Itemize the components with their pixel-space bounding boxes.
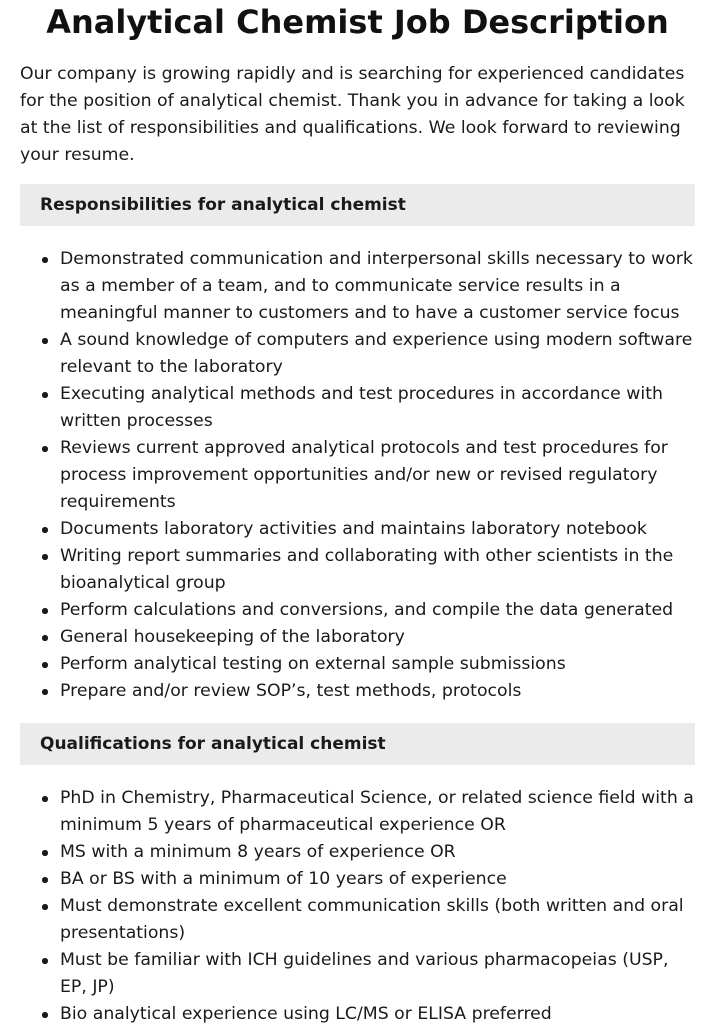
list-item: A sound knowledge of computers and experience using modern software relevant to the laboratory [60,327,695,381]
list-item: Documents laboratory activities and maintains laboratory notebook [60,516,695,543]
list-item: Perform calculations and conversions, and compile the data generated [60,597,695,624]
page-title: Analytical Chemist Job Description [46,3,669,41]
intro-paragraph: Our company is growing rapidly and is searching for experienced candidates for the position of analytical chemist. Thank you in advance for taking a look at the list of responsibilities and qualifications. We look forward to reviewing your resume. [20,64,685,165]
qualifications-list [20,785,695,1028]
list-item: Must demonstrate excellent communication skills (both written and oral presentations) [60,893,695,947]
list-item: Bio analytical experience using LC/MS or ELISA preferred [60,1001,695,1028]
list-item: PhD in Chemistry, Pharmaceutical Science, or related science field with a minimum 5 years of pharmaceutical experience OR [60,785,695,839]
list-item: Perform analytical testing on external sample submissions [60,651,695,678]
list-item: BA or BS with a minimum of 10 years of experience [60,866,695,893]
responsibilities-heading: Responsibilities for analytical chemist [20,184,695,226]
list-item: MS with a minimum 8 years of experience OR [60,839,695,866]
list-item: Prepare and/or review SOP’s, test methods, protocols [60,678,695,705]
list-item: Demonstrated communication and interpersonal skills necessary to work as a member of a team, and to communicate service results in a meaningful manner to customers and to have a customer service focus [60,246,695,327]
list-item: Reviews current approved analytical protocols and test procedures for process improvement opportunities and/or new or revised regulatory requirements [60,435,695,516]
list-item: Writing report summaries and collaborating with other scientists in the bioanalytical group [60,543,695,597]
list-item: General housekeeping of the laboratory [60,624,695,651]
qualifications-heading: Qualifications for analytical chemist [20,723,695,765]
list-item: Must be familiar with ICH guidelines and various pharmacopeias (USP, EP, JP) [60,947,695,1001]
responsibilities-list [20,246,695,705]
list-item: Executing analytical methods and test procedures in accordance with written processes [60,381,695,435]
